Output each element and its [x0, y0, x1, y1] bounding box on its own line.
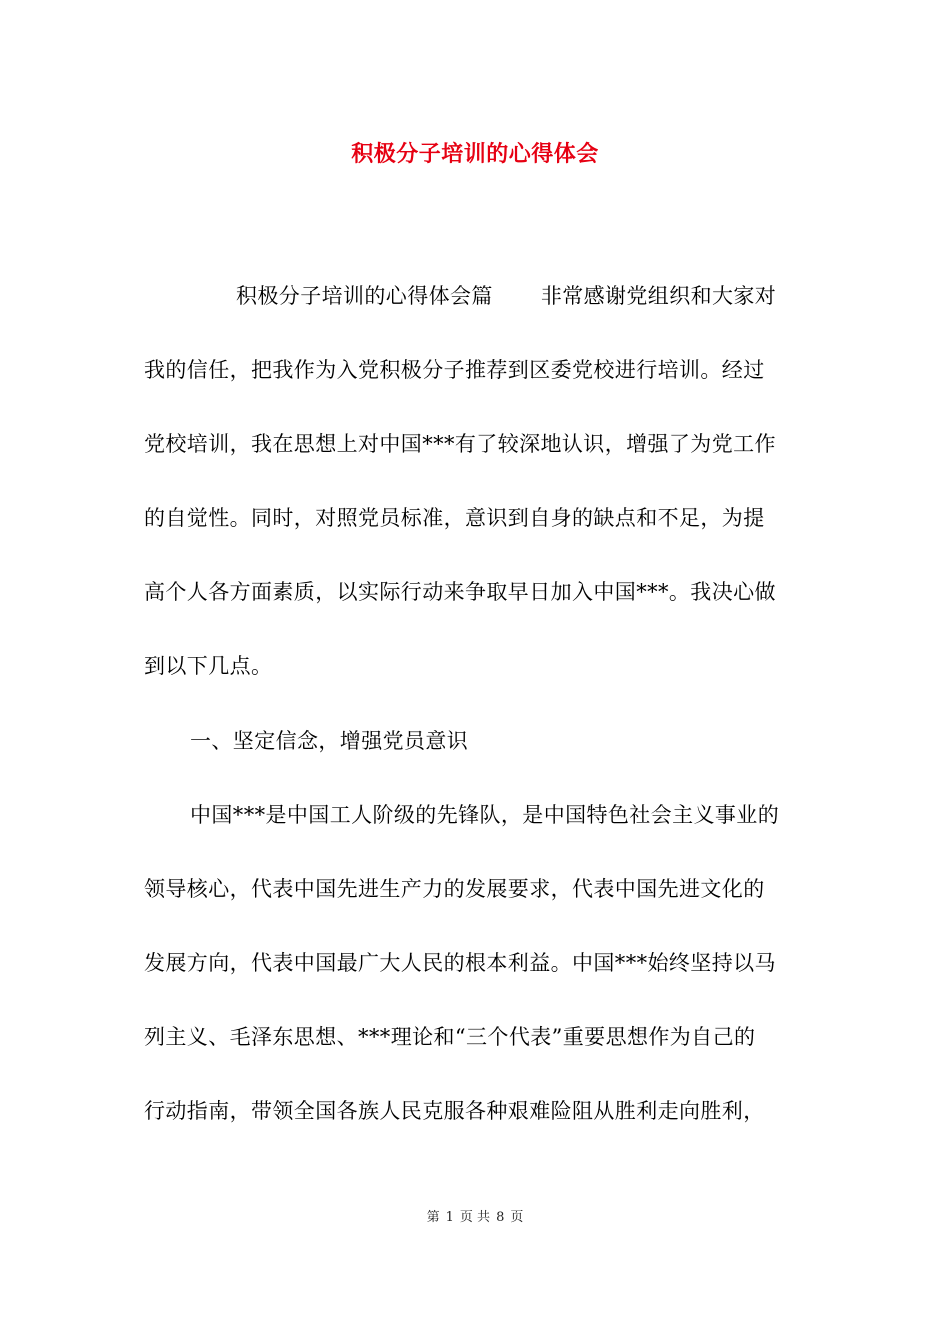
paragraph1-first-line [236, 281, 776, 311]
paragraph1-line: 党校培训，我在思想上对中国***有了较深地认识，增强了为党工作 [144, 432, 776, 456]
footer-prefix: 第 [426, 1210, 440, 1225]
paragraph1-lead: 非常感谢党组织和大家对 [540, 284, 777, 308]
footer-total-pages: 8 [496, 1210, 505, 1225]
paragraph2-line: 列主义、毛泽东思想、***理论和“三个代表”重要思想作为自己的 [144, 1025, 756, 1049]
paragraph2-line: 行动指南，带领全国各族人民克服各种艰难险阻从胜利走向胜利， [144, 1099, 765, 1123]
page-footer [0, 1208, 950, 1228]
document-title: 积极分子培训的心得体会 [351, 141, 599, 167]
paragraph2-line: 中国***是中国工人阶级的先锋队，是中国特色社会主义事业的 [190, 803, 780, 827]
paragraph2-line: 发展方向，代表中国最广大人民的根本利益。中国***始终坚持以马 [144, 951, 776, 975]
paragraph1-line: 我的信任，把我作为入党积极分子推荐到区委党校进行培训。经过 [144, 358, 765, 382]
paragraph1-line: 高个人各方面素质，以实际行动来争取早日加入中国***。我决心做 [144, 580, 776, 604]
section-heading: 一、坚定信念，增强党员意识 [190, 729, 469, 753]
paragraph2-line: 领导核心，代表中国先进生产力的发展要求，代表中国先进文化的 [144, 877, 765, 901]
footer-current-page: 1 [445, 1210, 454, 1225]
footer-middle: 页 共 [459, 1210, 491, 1225]
paragraph1-line: 的自觉性。同时，对照党员标准，意识到自身的缺点和不足，为提 [144, 506, 765, 530]
footer-suffix: 页 [510, 1210, 524, 1225]
paragraph1-intro: 积极分子培训的心得体会篇 [236, 284, 493, 308]
paragraph1-line: 到以下几点。 [144, 654, 273, 678]
